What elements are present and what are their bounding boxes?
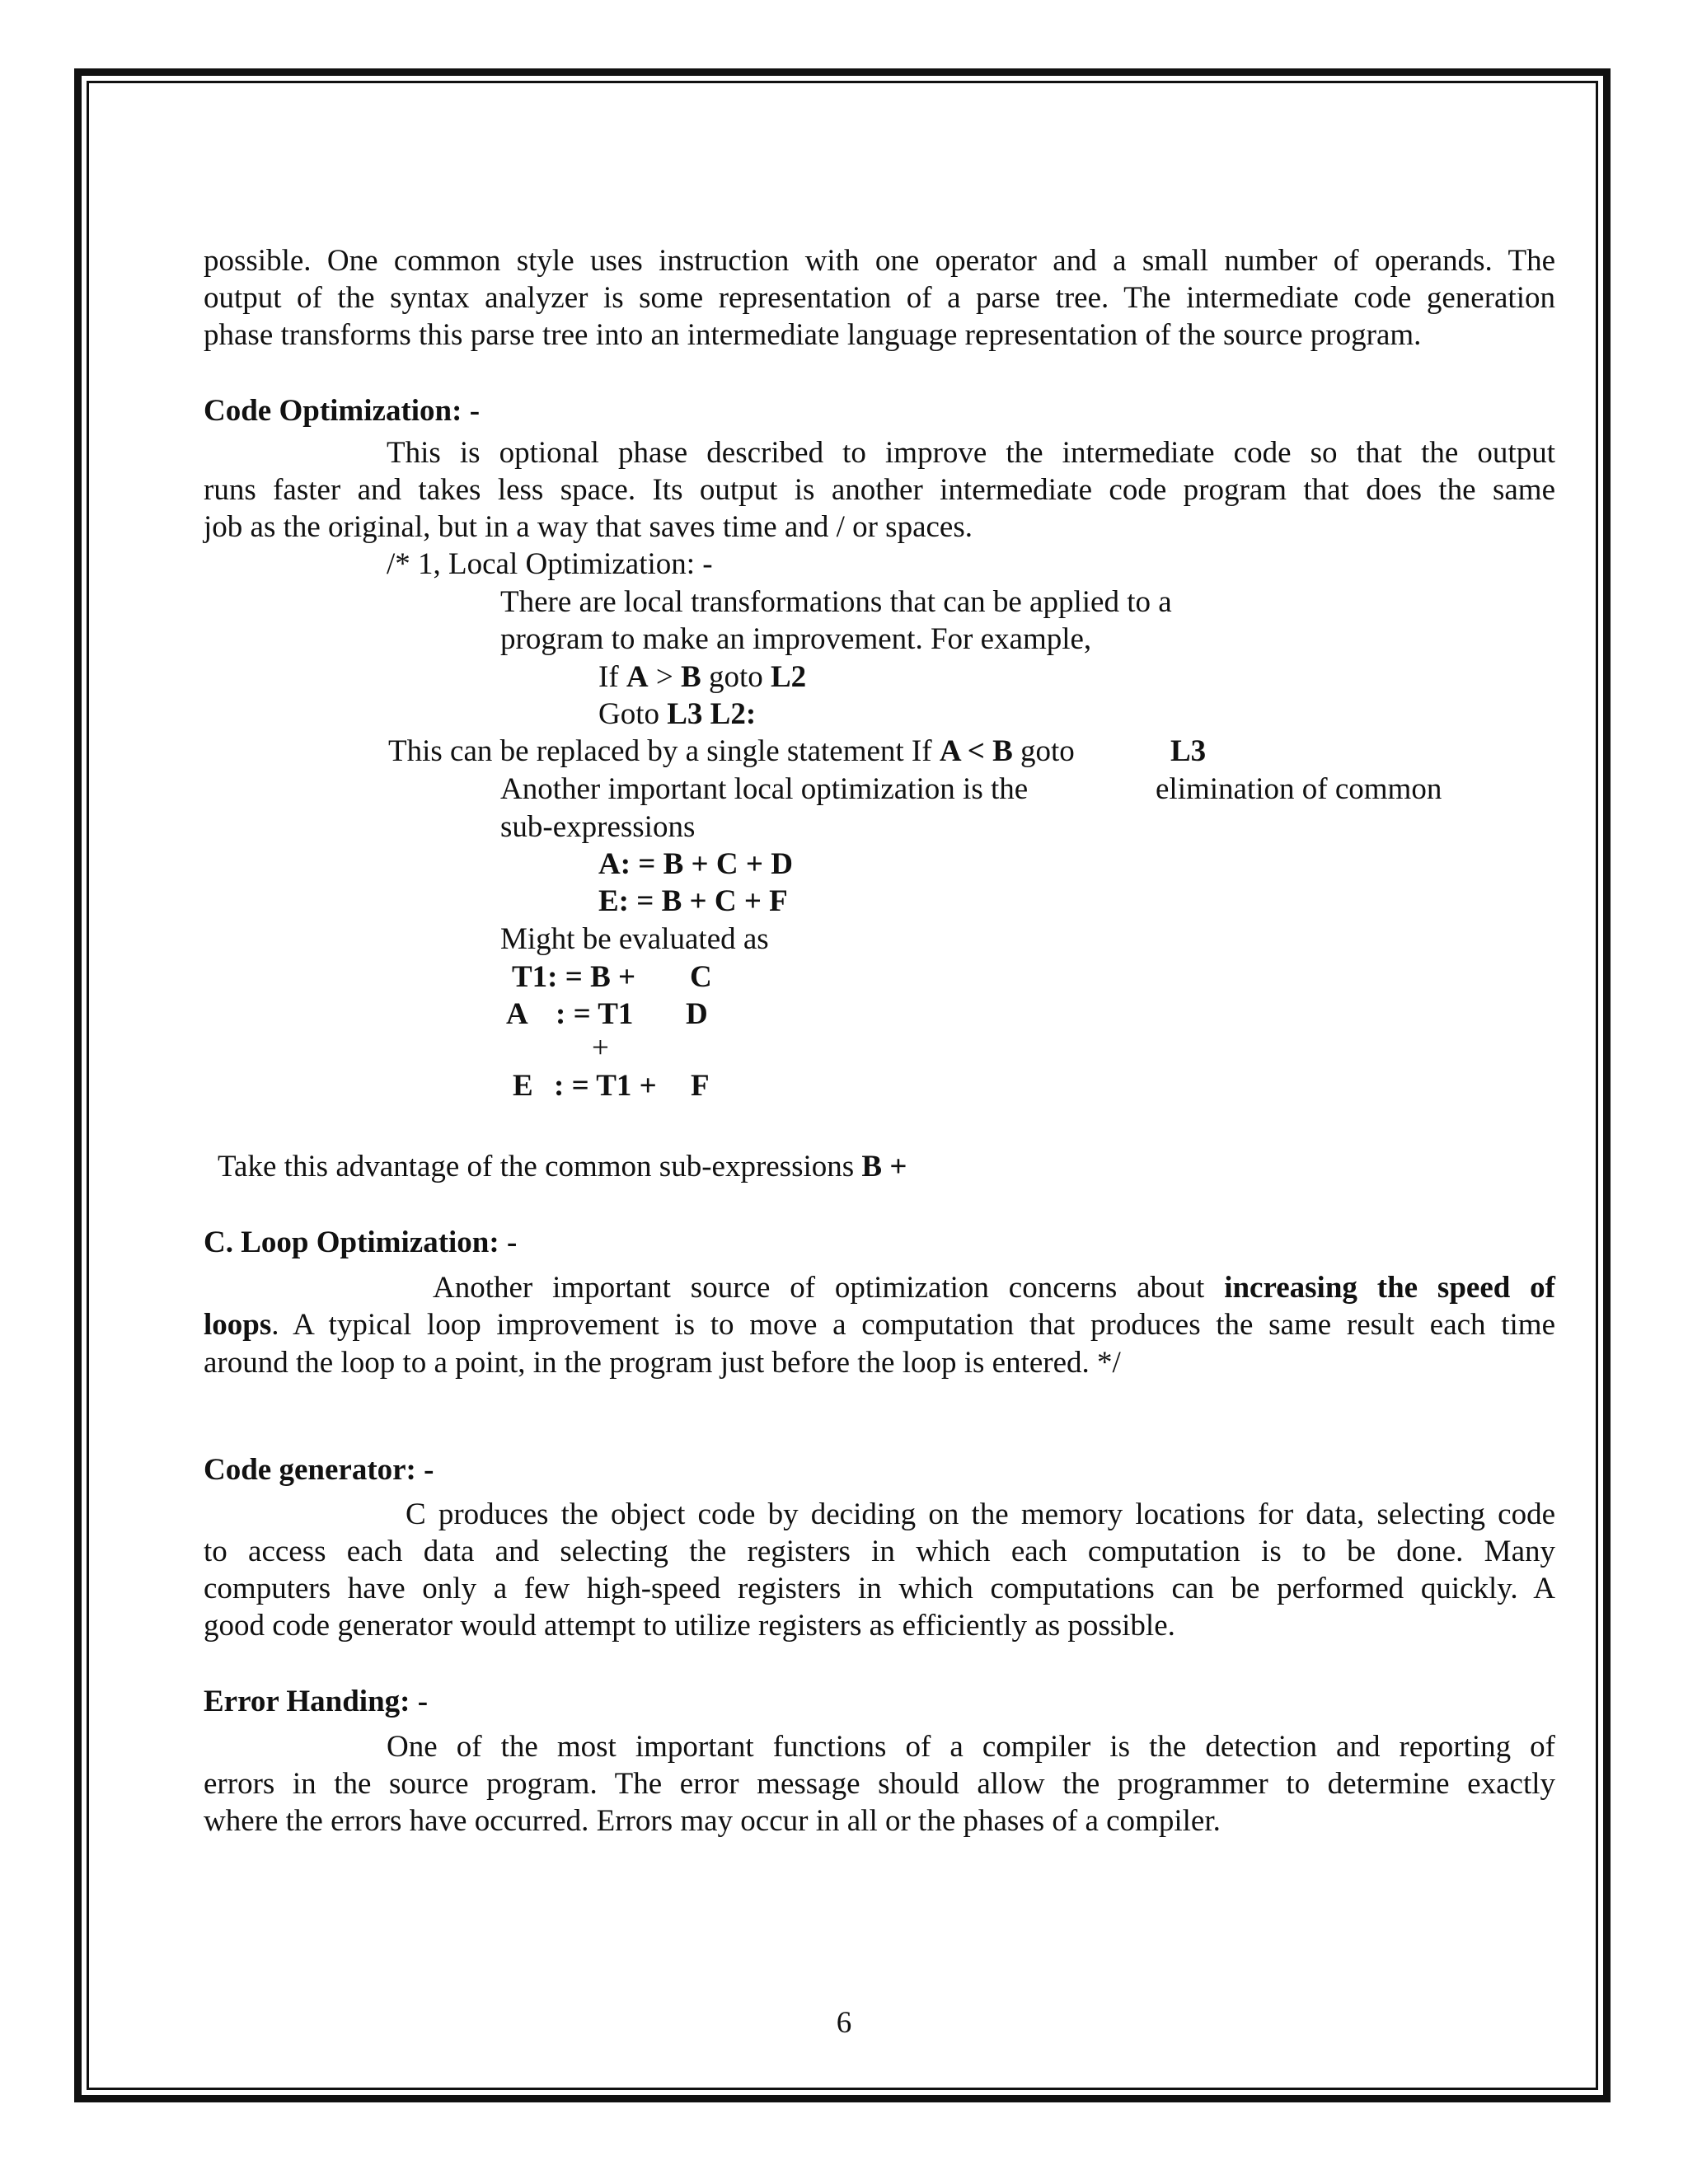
replace-statement: This can be replaced by a single statement If A < B goto <box>388 734 1075 768</box>
might-be-evaluated: Might be evaluated as <box>500 922 769 956</box>
local-optimization-line-1: There are local transformations that can be applied to a <box>500 585 1172 619</box>
example-if-statement: If A > B goto L2 <box>598 660 807 694</box>
loop-optimization-line-2: loops. A typical loop improvement is to move a computation that produces the same result each time <box>204 1308 1555 1342</box>
loop-optimization-line-3: around the loop to a point, in the program just before the loop is entered. */ <box>204 1346 1121 1380</box>
t1-assignment-left: T1: = B + <box>512 960 636 994</box>
error-handling-line-3: where the errors have occurred. Errors may occur in all or the phases of a compiler. <box>204 1804 1221 1838</box>
a-assignment-right: D <box>686 997 708 1031</box>
code-optimization-heading: Code Optimization: - <box>204 394 481 428</box>
code-generator-line-2: to access each data and selecting the registers in which each computation is to be done. Many <box>204 1535 1555 1568</box>
another-optimization-line-2: sub-expressions <box>500 810 696 844</box>
plus-sign: + <box>592 1031 609 1065</box>
a-assignment-left: A <box>506 997 528 1031</box>
error-handling-line-1: One of the most important functions of a compiler is the detection and reporting of <box>387 1730 1555 1764</box>
code-optimization-line-3: job as the original, but in a way that saves time and / or spaces. <box>204 510 973 544</box>
e-assignment-mid: : = T1 + <box>554 1069 657 1103</box>
replace-label: L3 <box>1170 734 1207 768</box>
error-handling-heading: Error Handing: - <box>204 1685 429 1718</box>
code-generator-line-1: C produces the object code by deciding on the memory locations for data, selecting code <box>406 1497 1555 1531</box>
e-assignment-left: E <box>513 1069 533 1103</box>
e-assignment-right: F <box>691 1069 710 1103</box>
error-handling-line-2: errors in the source program. The error message should allow the programmer to determine exactly <box>204 1767 1555 1801</box>
expression-1: A: = B + C + D <box>598 847 793 881</box>
loop-optimization-line-1: Another important source of optimization concerns about increasing the speed of <box>433 1271 1555 1305</box>
page-number: 6 <box>836 2006 852 2040</box>
a-assignment-mid: : = T1 <box>556 997 634 1031</box>
code-optimization-line-2: runs faster and takes less space. Its output is another intermediate code program that does the same <box>204 473 1555 507</box>
another-optimization-line-1a: Another important local optimization is the <box>500 772 1029 806</box>
t1-assignment-right: C <box>690 960 712 994</box>
code-generator-line-3: computers have only a few high-speed registers in which computations can be performed quickly. A <box>204 1572 1555 1605</box>
take-advantage-line: Take this advantage of the common sub-expressions B + <box>218 1150 907 1183</box>
loop-optimization-heading: C. Loop Optimization: - <box>204 1226 518 1259</box>
code-optimization-line-1: This is optional phase described to improve the intermediate code so that the output <box>387 436 1555 470</box>
intro-line-1: possible. One common style uses instruction with one operator and a small number of operands. The <box>204 244 1555 278</box>
local-optimization-heading: /* 1, Local Optimization: - <box>387 547 713 581</box>
code-generator-line-4: good code generator would attempt to utilize registers as efficiently as possible. <box>204 1609 1175 1643</box>
expression-2: E: = B + C + F <box>598 884 788 918</box>
intro-line-3: phase transforms this parse tree into an intermediate language representation of the source program. <box>204 318 1422 352</box>
code-generator-heading: Code generator: - <box>204 1453 434 1487</box>
intro-line-2: output of the syntax analyzer is some representation of a parse tree. The intermediate code generation <box>204 281 1555 315</box>
another-optimization-line-1b: elimination of common <box>1156 772 1442 806</box>
example-goto-statement: Goto L3 L2: <box>598 697 757 731</box>
local-optimization-line-2: program to make an improvement. For example, <box>500 622 1092 656</box>
